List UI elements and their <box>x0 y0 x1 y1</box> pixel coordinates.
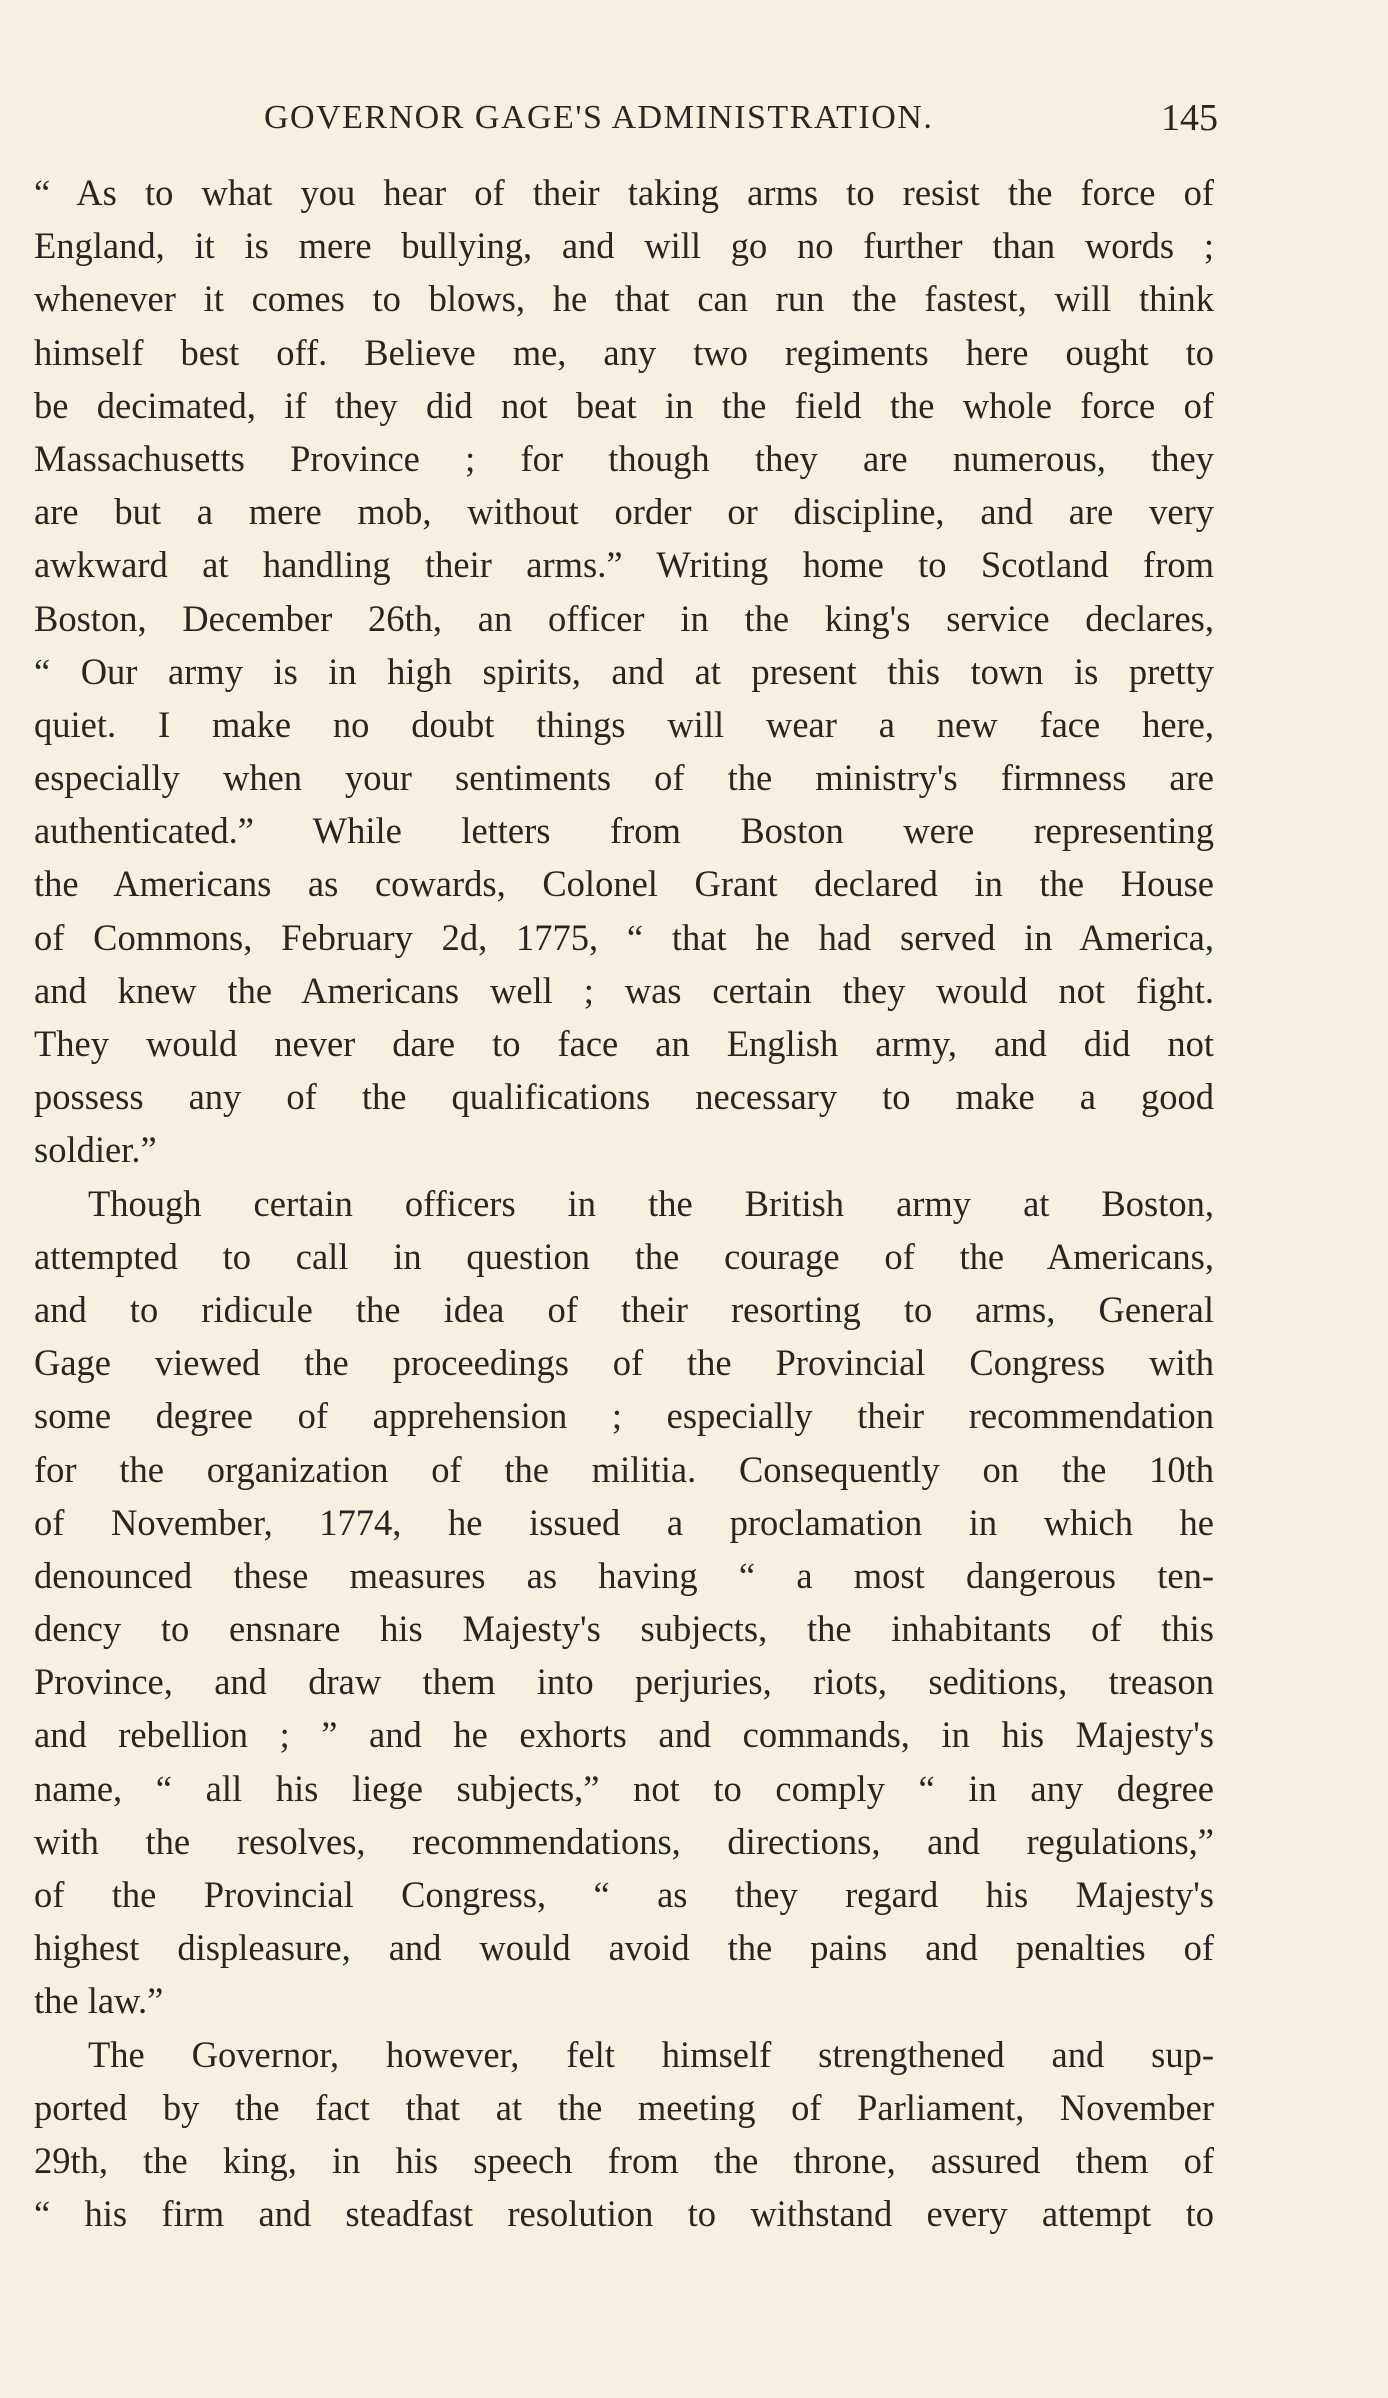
text-line: Province, and draw them into perjuries, riots, seditions, treason <box>34 1661 1214 1703</box>
text-line: especially when your sentiments of the ministry's firmness are <box>34 757 1214 799</box>
text-line: highest displeasure, and would avoid the pains and penalties of <box>34 1927 1214 1969</box>
text-line: the law.” <box>34 1980 164 2022</box>
text-line: authenticated.” While letters from Boston were representing <box>34 810 1214 852</box>
text-line: of Commons, February 2d, 1775, “ that he had served in America, <box>34 916 1214 958</box>
text-line: “ his firm and steadfast resolution to withstand every attempt to <box>34 2193 1214 2235</box>
text-line: whenever it comes to blows, he that can run the fastest, will think <box>34 278 1214 320</box>
text-line: ported by the fact that at the meeting of Parliament, November <box>34 2086 1214 2128</box>
text-line: and rebellion ; ” and he exhorts and commands, in his Majesty's <box>34 1714 1214 1756</box>
text-line: “ Our army is in high spirits, and at present this town is pretty <box>34 650 1214 692</box>
text-line: The Governor, however, felt himself strengthened and sup- <box>88 2033 1214 2075</box>
page-number: 145 <box>1161 97 1218 139</box>
text-line: “ As to what you hear of their taking arms to resist the force of <box>34 172 1214 213</box>
text-line: Massachusetts Province ; for though they are numerous, they <box>34 437 1214 479</box>
text-line: with the resolves, recommendations, directions, and regulations,” <box>34 1820 1214 1862</box>
text-line: They would never dare to face an English army, and did not <box>34 1023 1214 1064</box>
text-line: of November, 1774, he issued a proclamation in which he <box>34 1501 1214 1543</box>
running-header <box>34 88 1218 148</box>
text-line: Though certain officers in the British army at Boston, <box>88 1182 1214 1224</box>
text-line: and knew the Americans well ; was certain they would not fight. <box>34 969 1214 1011</box>
text-line: Boston, December 26th, an officer in the king's service declares, <box>34 597 1214 639</box>
body-text <box>34 166 1214 2240</box>
text-line: name, “ all his liege subjects,” not to comply “ in any degree <box>34 1767 1214 1809</box>
text-line: of the Provincial Congress, “ as they regard his Majesty's <box>34 1874 1214 1915</box>
text-line: awkward at handling their arms.” Writing home to Scotland from <box>34 544 1214 586</box>
text-line: quiet. I make no doubt things will wear a new face here, <box>34 703 1214 745</box>
text-line: possess any of the qualifications necessary to make a good <box>34 1076 1214 1118</box>
text-line: attempted to call in question the courage of the Americans, <box>34 1235 1214 1277</box>
text-line: some degree of apprehension ; especially their recommendation <box>34 1395 1214 1437</box>
text-line: denounced these measures as having “ a most dangerous ten- <box>34 1554 1214 1596</box>
text-line: soldier.” <box>34 1129 157 1171</box>
text-line: dency to ensnare his Majesty's subjects, the inhabitants of this <box>34 1608 1214 1650</box>
text-line: be decimated, if they did not beat in the field the whole force of <box>34 384 1214 426</box>
text-line: for the organization of the militia. Consequently on the 10th <box>34 1448 1214 1490</box>
text-line: 29th, the king, in his speech from the throne, assured them of <box>34 2139 1214 2181</box>
text-line: himself best off. Believe me, any two regiments here ought to <box>34 331 1214 373</box>
text-line: are but a mere mob, without order or discipline, and are very <box>34 491 1214 533</box>
text-line: England, it is mere bullying, and will go no further than words ; <box>34 225 1214 267</box>
text-line: the Americans as cowards, Colonel Grant declared in the House <box>34 863 1214 905</box>
text-line: and to ridicule the idea of their resorting to arms, General <box>34 1288 1214 1330</box>
text-line: Gage viewed the proceedings of the Provincial Congress with <box>34 1342 1214 1384</box>
running-title: GOVERNOR GAGE'S ADMINISTRATION. <box>264 99 934 136</box>
